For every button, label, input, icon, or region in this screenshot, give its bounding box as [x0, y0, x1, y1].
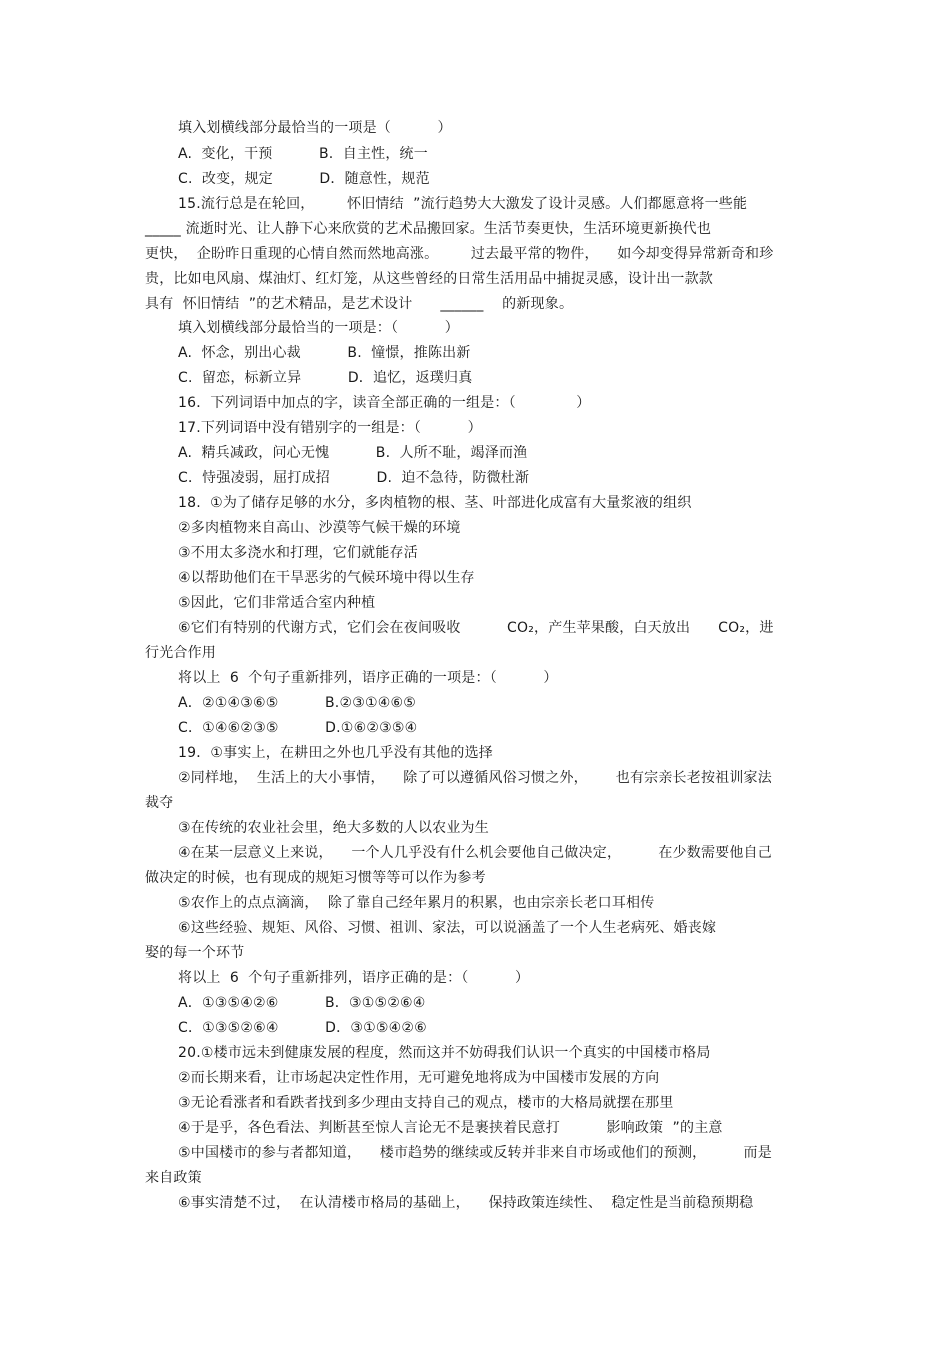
text-line: 16．下列词语中加点的字，读音全部正确的一组是：（ ）	[178, 395, 591, 411]
text-line: 18. ①为了储存足够的水分，多肉植物的根、茎、叶部进化成富有大量浆液的组织	[178, 495, 692, 511]
text-line: ④于是乎，各色看法、判断甚至惊人言论无不是裹挟着民意打 影响政策 ”的主意	[178, 1120, 723, 1136]
text-line: ⑤因此，它们非常适合室内种植	[178, 595, 376, 611]
text-line: 来自政策	[145, 1170, 202, 1186]
text-line: 贵，比如电风扇、煤油灯、红灯笼，从这些曾经的日常生活用品中捕捉灵感，设计出一款款	[145, 271, 713, 287]
text-line: 17.下列词语中没有错别字的一组是：（ ）	[178, 420, 482, 436]
text-line: ③在传统的农业社会里，绝大多数的人以农业为生	[178, 820, 489, 836]
text-line: 将以上 6 个句子重新排列，语序正确的是：（ ）	[178, 970, 530, 986]
text-line: A. 怀念，别出心裁 B. 憧憬，推陈出新	[178, 345, 471, 361]
text-line: C. 留恋，标新立异 D．追忆，返璞归真	[178, 370, 473, 386]
text-line: _____ 流逝时光、让人静下心来欣赏的艺术品搬回家。生活节奏更快，生活环境更新换代也	[145, 221, 712, 237]
text-line: ②同样地， 生活上的大小事情， 除了可以遵循风俗习惯之外， 也有宗亲长老按祖训家法	[178, 770, 772, 786]
text-line: ④以帮助他们在干旱恶劣的气候环境中得以生存	[178, 570, 475, 586]
text-line: A．①③⑤④②⑥ B．③①⑤②⑥④	[178, 995, 426, 1011]
text-line: 娶的每一个环节	[145, 945, 245, 961]
text-line: 20.①楼市远未到健康发展的程度，然而这并不妨碍我们认识一个真实的中国楼市格局	[178, 1045, 711, 1061]
text-line: C．①③⑤②⑥④ D．③①⑤④②⑥	[178, 1020, 427, 1036]
text-line: ⑥事实清楚不过， 在认清楼市格局的基础上， 保持政策连续性、 稳定性是当前稳预期稳	[178, 1195, 754, 1211]
text-line: 15.流行总是在轮回， 怀旧情结 ”流行趋势大大激发了设计灵感。人们都愿意将一些能	[178, 196, 748, 212]
text-line: A. 精兵减政，问心无愧 B. 人所不耻，竭泽而渔	[178, 445, 528, 461]
text-line: ③不用太多浇水和打理，它们就能存活	[178, 545, 418, 561]
text-line: ⑥这些经验、规矩、风俗、习惯、祖训、家法，可以说涵盖了一个人生老病死、婚丧嫁	[178, 920, 717, 936]
text-line: 19．①事实上，在耕田之外也几乎没有其他的选择	[178, 745, 493, 761]
text-line: ⑤农作上的点点滴滴， 除了靠自己经年累月的积累，也由宗亲长老口耳相传	[178, 895, 655, 911]
text-line: ⑤中国楼市的参与者都知道， 楼市趋势的继续或反转并非来自市场或他们的预测， 而是	[178, 1145, 772, 1161]
text-line: ②而长期来看，让市场起决定性作用，无可避免地将成为中国楼市发展的方向	[178, 1070, 660, 1086]
text-line: C．①④⑥②③⑤ D.①⑥②③⑤④	[178, 720, 418, 736]
text-line: 做决定的时候，也有现成的规矩习惯等等可以作为参考	[145, 870, 486, 886]
text-line: 填入划横线部分最恰当的一项是：（ ）	[178, 320, 459, 336]
text-line: A. 变化，干预 B. 自主性，统一	[178, 146, 428, 162]
text-line: ②多肉植物来自高山、沙漠等气候干燥的环境	[178, 520, 461, 536]
text-line: A．②①④③⑥⑤ B.②③①④⑥⑤	[178, 695, 416, 711]
text-line: ④在某一层意义上来说， 一个人几乎没有什么机会要他自己做决定， 在少数需要他自己	[178, 845, 772, 861]
text-line: C．恃强凌弱，屈打成招 D. 迫不急待，防微杜渐	[178, 470, 530, 486]
text-line: 行光合作用	[145, 645, 216, 661]
text-line: 更快， 企盼昨日重现的心情自然而然地高涨。 过去最平常的物件， 如今却变得异常新奇和珍	[145, 246, 774, 262]
text-line: C. 改变，规定 D．随意性，规范	[178, 171, 430, 187]
text-line: 将以上 6 个句子重新排列，语序正确的一项是：（ ）	[178, 670, 558, 686]
text-line: 具有 怀旧情结 ”的艺术精品，是艺术设计 ______ 的新现象。	[145, 296, 574, 312]
text-line: ⑥它们有特别的代谢方式，它们会在夜间吸收 CO₂，产生苹果酸，白天放出 CO₂，进	[178, 620, 774, 636]
text-line: 裁夺	[145, 795, 174, 811]
text-line: ③无论看涨者和看跌者找到多少理由支持自己的观点，楼市的大格局就摆在那里	[178, 1095, 674, 1111]
text-line: 填入划横线部分最恰当的一项是（ ）	[178, 120, 452, 136]
